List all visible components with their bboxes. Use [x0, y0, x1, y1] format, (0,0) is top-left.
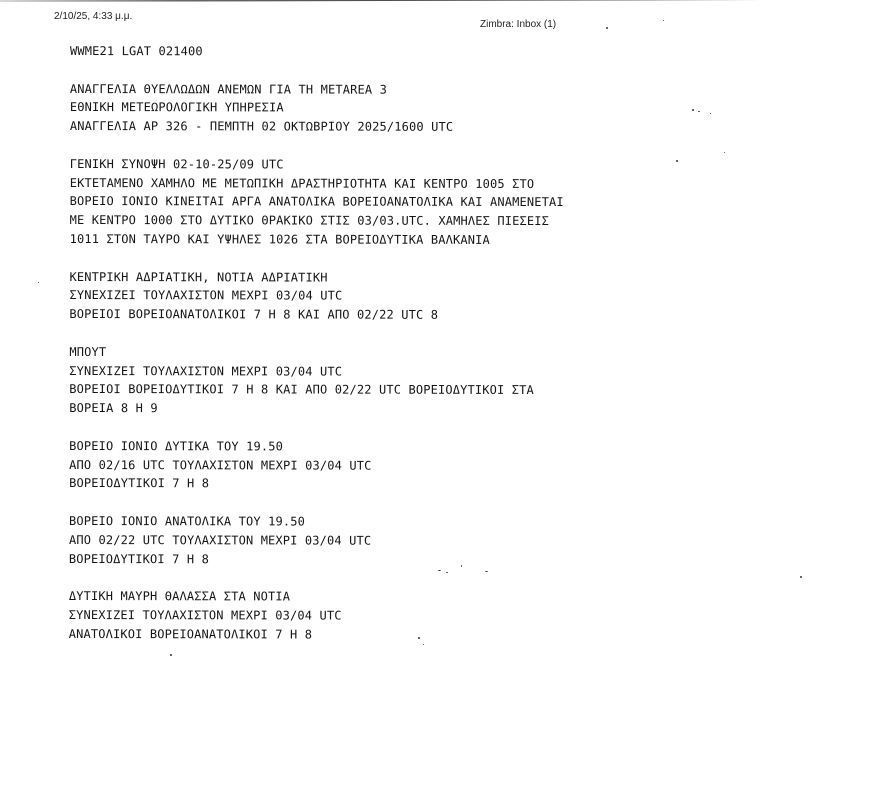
area-line: ΑΠΟ 02/22 UTC ΤΟΥΛΑΧΙΣΤΟΝ ΜΕΧΡΙ 03/04 UTC — [68, 532, 372, 548]
area-title: ΔΥΤΙΚΗ ΜΑΥΡΗ ΘΑΛΑΣΣΑ ΣΤΑ ΝΟΤΙΑ — [68, 589, 291, 604]
scan-speck — [606, 27, 608, 29]
synopsis-line: ΜΕ ΚΕΝΤΡΟ 1000 ΣΤΟ ΔΥΤΙΚΟ ΘΡΑΚΙΚΟ ΣΤΙΣ 03/03.UTC. ΧΑΜΗΛΕΣ ΠΙΕΣΕΙΣ — [69, 213, 549, 229]
scan-speck — [710, 113, 711, 114]
scan-speck — [692, 109, 694, 111]
scan-speck — [698, 111, 700, 112]
area-line: ΒΟΡΕΙΟΙ ΒΟΡΕΙΟΔΥΤΙΚΟΙ 7 Η 8 ΚΑΙ ΑΠΟ 02/22 UTC ΒΟΡΕΙΟΔΥΤΙΚΟΙ ΣΤΑ — [69, 382, 534, 398]
synopsis-line: ΒΟΡΕΙΟ ΙΟΝΙΟ ΚΙΝΕΙΤΑΙ ΑΡΓΑ ΑΝΑΤΟΛΙΚΑ ΒΟΡΕΙΟΑΝΑΤΟΛΙΚΑ ΚΑΙ ΑΝΑΜΕΝΕΤΑΙ — [69, 194, 564, 210]
area-block-west-black-sea — [69, 587, 669, 645]
area-line: ΒΟΡΕΙΟΔΥΤΙΚΟΙ 7 Η 8 — [68, 551, 210, 566]
scan-speck — [423, 644, 424, 645]
scan-speck — [676, 160, 678, 162]
page-top-rule — [0, 0, 878, 2]
intro-block — [70, 80, 670, 138]
area-line: ΒΟΡΕΙΟΔΥΤΙΚΟΙ 7 Η 8 — [69, 476, 210, 491]
area-line: ΒΟΡΕΙΑ 8 Η 9 — [69, 401, 158, 416]
intro-line: ΑΝΑΓΓΕΛΙΑ ΘΥΕΛΛΩΔΩΝ ΑΝΕΜΩΝ ΓΙΑ ΤΗ METAREA 3 — [69, 81, 388, 97]
area-title: ΒΟΡΕΙΟ ΙΟΝΙΟ ΔΥΤΙΚΑ ΤΟΥ 19.50 — [69, 438, 284, 454]
area-block-bout — [69, 343, 669, 419]
intro-line: ΕΘΝΙΚΗ ΜΕΤΕΩΡΟΛΟΓΙΚΗ ΥΠΗΡΕΣΙΑ — [69, 100, 284, 115]
print-title: Zimbra: Inbox (1) — [480, 19, 557, 30]
intro-line: ΑΝΑΓΓΕΛΙΑ ΑΡ 326 - ΠΕΜΠΤΗ 02 ΟΚΤΩΒΡΙΟΥ 2025/1600 UTC — [69, 119, 454, 134]
scan-speck — [461, 565, 462, 567]
area-line: ΑΝΑΤΟΛΙΚΟΙ ΒΟΡΕΙΟΑΝΑΤΟΛΙΚΟΙ 7 Η 8 — [68, 626, 313, 642]
scan-speck — [800, 576, 802, 578]
print-date: 2/10/25, 4:33 μ.μ. — [54, 11, 133, 22]
area-line: ΣΥΝΕΧΙΖΕΙ ΤΟΥΛΑΧΙΣΤΟΝ ΜΕΧΡΙ 03/04 UTC — [69, 288, 343, 303]
area-line: ΒΟΡΕΙΟΙ ΒΟΡΕΙΟΑΝΑΤΟΛΙΚΟΙ 7 Η 8 ΚΑΙ ΑΠΟ 02/22 UTC 8 — [69, 307, 439, 322]
area-title: ΒΟΡΕΙΟ ΙΟΝΙΟ ΑΝΑΤΟΛΙΚΑ ΤΟΥ 19.50 — [68, 513, 306, 529]
synopsis-heading: ΓΕΝΙΚΗ ΣΥΝΟΨΗ 02-10-25/09 UTC — [69, 156, 284, 172]
scan-speck — [485, 571, 488, 572]
header-code-block — [70, 42, 670, 62]
scan-speck — [438, 570, 441, 571]
area-line: ΣΥΝΕΧΙΖΕΙ ΤΟΥΛΑΧΙΣΤΟΝ ΜΕΧΡΙ 03/04 UTC — [68, 607, 342, 623]
scan-speck — [663, 20, 664, 21]
scan-speck — [38, 282, 39, 283]
area-line: ΣΥΝΕΧΙΖΕΙ ΤΟΥΛΑΧΙΣΤΟΝ ΜΕΧΡΙ 03/04 UTC — [69, 363, 343, 379]
scan-speck — [446, 572, 448, 573]
area-block-north-ionian-east — [69, 512, 669, 570]
synopsis-line: ΕΚΤΕΤΑΜΕΝΟ ΧΑΜΗΛΟ ΜΕ ΜΕΤΩΠΙΚΗ ΔΡΑΣΤΗΡΙΟΤΗΤΑ ΚΑΙ ΚΕΝΤΡΟ 1005 ΣΤΟ — [69, 175, 535, 191]
synopsis-block — [70, 155, 670, 250]
scan-speck — [418, 637, 420, 639]
forecast-document — [69, 42, 670, 664]
scan-speck — [170, 654, 172, 656]
area-title: ΜΠΟΥΤ — [69, 344, 107, 359]
area-title: ΚΕΝΤΡΙΚΗ ΑΔΡΙΑΤΙΚΗ, ΝΟΤΙΑ ΑΔΡΙΑΤΙΚΗ — [69, 269, 328, 285]
area-block-central-south-adriatic — [69, 268, 669, 326]
synopsis-line: 1011 ΣΤΟΝ ΤΑΥΡΟ ΚΑΙ ΥΨΗΛΕΣ 1026 ΣΤΑ ΒΟΡΕΙΟΔΥΤΙΚΑ ΒΑΛΚΑΝΙΑ — [69, 231, 490, 247]
area-block-north-ionian-west — [69, 437, 669, 495]
area-line: ΑΠΟ 02/16 UTC ΤΟΥΛΑΧΙΣΤΟΝ ΜΕΧΡΙ 03/04 UTC — [69, 457, 372, 473]
header-code: WWME21 LGAT 021400 — [69, 43, 203, 59]
scan-speck — [724, 152, 725, 153]
